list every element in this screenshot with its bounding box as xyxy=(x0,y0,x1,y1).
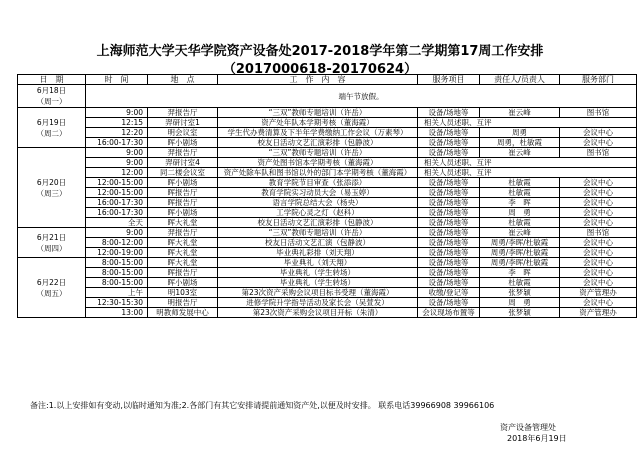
service-cell: 设备/场地等 xyxy=(418,128,480,138)
person-cell: 张梦颖 xyxy=(480,308,560,318)
content-cell: 毕业典礼（学生转场） xyxy=(218,278,418,288)
weekday-label: （周四） xyxy=(36,243,67,253)
place-cell: 晖小剧场 xyxy=(148,138,218,148)
table-row xyxy=(18,218,637,228)
time-cell: 上午 xyxy=(86,288,148,298)
content-cell: 校友日活动文艺汇演彩排（包静波） xyxy=(218,138,418,148)
column-header: 服务项目 xyxy=(418,75,480,85)
service-cell: 设备/场地等 xyxy=(418,178,480,188)
note-cell: 相关人员述职、互评 xyxy=(418,158,637,168)
service-cell: 设备/场地等 xyxy=(418,218,480,228)
signer: 资产设备管理处 xyxy=(500,423,556,432)
place-cell: 明会议室 xyxy=(148,128,218,138)
time-cell: 16:00-17:30 xyxy=(86,138,148,148)
person-cell: 周勇/李晖/杜敏霞 xyxy=(480,238,560,248)
column-header: 日 期 xyxy=(18,75,86,85)
table-row xyxy=(18,258,637,268)
person-cell: 崔云峰 xyxy=(480,148,560,158)
weekday-label: （周五） xyxy=(36,288,67,298)
dept-cell: 资产管理办 xyxy=(560,288,637,298)
place-cell: 羿报告厅 xyxy=(148,228,218,238)
table-row xyxy=(18,128,637,138)
time-cell: 12:15 xyxy=(86,118,148,128)
dept-cell: 会议中心 xyxy=(560,218,637,228)
content-cell: 毕业典礼彩排（刘天翔） xyxy=(218,248,418,258)
dept-cell: 会议中心 xyxy=(560,268,637,278)
content-cell: 进修学院升学指导活动及家长会（吴萱发） xyxy=(218,298,418,308)
page-subtitle-date-range: （2017000618-20170624） xyxy=(222,62,418,77)
time-cell: 9:00 xyxy=(86,148,148,158)
table-row xyxy=(18,278,637,288)
dept-cell: 图书馆 xyxy=(560,228,637,238)
content-cell: “三双”教师专题培训（许岳） xyxy=(218,108,418,118)
page-title: 上海师范大学天华学院资产设备处2017-2018学年第二学期第17周工作安排 xyxy=(96,44,544,59)
time-cell: 12:30-15:30 xyxy=(86,298,148,308)
place-cell: 晖大礼堂 xyxy=(148,248,218,258)
place-cell: 晖报告厅 xyxy=(148,198,218,208)
service-cell: 设备/场地等 xyxy=(418,138,480,148)
column-header: 地 点 xyxy=(148,75,218,85)
date-cell xyxy=(18,258,86,318)
content-cell: 毕业典礼（刘天翔） xyxy=(218,258,418,268)
dept-cell: 会议中心 xyxy=(560,188,637,198)
time-cell: 16:00-17:30 xyxy=(86,198,148,208)
person-cell: 周 勇 xyxy=(480,208,560,218)
place-cell: 同二楼会议室 xyxy=(148,168,218,178)
dept-cell: 资产管理办 xyxy=(560,308,637,318)
person-cell: 周 勇 xyxy=(480,298,560,308)
dept-cell: 图书馆 xyxy=(560,108,637,118)
person-cell: 李 晖 xyxy=(480,268,560,278)
table-row xyxy=(18,288,637,298)
table-row xyxy=(18,248,637,258)
service-cell: 设备/场地等 xyxy=(418,108,480,118)
content-cell: “三双”教师专题培训（许岳） xyxy=(218,228,418,238)
content-cell: “三双”教师专题培训（许岳） xyxy=(218,148,418,158)
dept-cell: 会议中心 xyxy=(560,278,637,288)
place-cell: 晖大礼堂 xyxy=(148,238,218,248)
service-cell: 设备/场地等 xyxy=(418,268,480,278)
service-cell: 设备/场地等 xyxy=(418,228,480,238)
date-label: 6月20日 xyxy=(36,177,67,187)
time-cell: 9:00 xyxy=(86,158,148,168)
table-row xyxy=(18,298,637,308)
place-cell: 羿报告厅 xyxy=(148,148,218,158)
time-cell: 8:00-15:00 xyxy=(86,258,148,268)
service-cell: 设备/场地等 xyxy=(418,238,480,248)
place-cell: 晖大礼堂 xyxy=(148,218,218,228)
person-cell: 杜敏霞 xyxy=(480,218,560,228)
place-cell: 晖报告厅 xyxy=(148,268,218,278)
content-cell: 校友日活动文艺汇演（包静波） xyxy=(218,238,418,248)
time-cell: 12:00-15:00 xyxy=(86,178,148,188)
footnote: 备注:1.以上安排如有变动,以临时通知为准;2.各部门有其它安排请提前通知资产处,以便及时安排。 联系电话39966908 39966106 xyxy=(30,401,495,410)
time-cell: 13:00 xyxy=(86,308,148,318)
column-header: 工 作 内 容 xyxy=(218,75,418,85)
dept-cell: 会议中心 xyxy=(560,178,637,188)
person-cell: 周勇/李晖/杜敏霞 xyxy=(480,258,560,268)
date-label: 6月18日 xyxy=(36,86,67,95)
place-cell: 明教师发展中心 xyxy=(148,308,218,318)
content-cell: 学生代办费清算及下半年学费缴纳工作会议（万素琴） xyxy=(218,128,418,138)
date-cell xyxy=(18,108,86,148)
place-cell: 晖小剧场 xyxy=(148,208,218,218)
person-cell: 周勇 xyxy=(480,128,560,138)
table-row xyxy=(18,238,637,248)
content-cell: 资产处除车队和图书馆以外的部门本学期考核（董海霞） xyxy=(218,168,418,178)
content-cell: 第23次资产采购会议项目标书受理（董海霞） xyxy=(218,288,418,298)
place-cell: 明103室 xyxy=(148,288,218,298)
person-cell: 张梦颖 xyxy=(480,288,560,298)
table-row xyxy=(18,118,637,128)
person-cell: 杜敏霞 xyxy=(480,188,560,198)
content-cell: 第23次资产采购会议项目开标（朱清） xyxy=(218,308,418,318)
sign-date: 2018年6月19日 xyxy=(507,434,567,443)
place-cell: 明报告厅 xyxy=(148,298,218,308)
service-cell: 会议现场布置等 xyxy=(418,308,480,318)
weekday-label: （周三） xyxy=(36,188,67,198)
date-cell xyxy=(18,148,86,228)
column-header: 责任人/员责人 xyxy=(480,75,560,85)
schedule-table xyxy=(17,74,637,318)
table-row xyxy=(18,308,637,318)
time-cell: 12:20 xyxy=(86,128,148,138)
dept-cell: 会议中心 xyxy=(560,238,637,248)
content-cell: 语言学院总结大会（杨央） xyxy=(218,198,418,208)
table-row xyxy=(18,148,637,158)
place-cell: 晖小剧场 xyxy=(148,278,218,288)
table-row xyxy=(18,108,637,118)
time-cell: 8:00-15:00 xyxy=(86,268,148,278)
dept-cell: 会议中心 xyxy=(560,138,637,148)
note-cell: 相关人员述职、互评 xyxy=(418,118,637,128)
table-row xyxy=(18,208,637,218)
dept-cell: 会议中心 xyxy=(560,128,637,138)
table-row xyxy=(18,268,637,278)
table-header-row xyxy=(18,75,637,85)
time-cell: 16:00-17:30 xyxy=(86,208,148,218)
time-cell: 9:00 xyxy=(86,108,148,118)
table-row xyxy=(18,178,637,188)
service-cell: 设备/场地等 xyxy=(418,188,480,198)
content-cell: 校友日活动文艺汇演彩排（包静波） xyxy=(218,218,418,228)
time-cell: 全天 xyxy=(86,218,148,228)
column-header: 时 间 xyxy=(86,75,148,85)
holiday-cell: 端午节放假。 xyxy=(86,85,637,108)
service-cell: 设备/场地等 xyxy=(418,208,480,218)
date-label: 6月19日 xyxy=(36,117,67,127)
content-cell: 教育学院节目审查（张添添） xyxy=(218,178,418,188)
date-cell xyxy=(18,228,86,258)
person-cell: 崔云峰 xyxy=(480,108,560,118)
table-row xyxy=(18,188,637,198)
date-cell xyxy=(18,85,86,108)
date-label: 6月21日 xyxy=(36,232,67,242)
time-cell: 8:00-12:00 xyxy=(86,238,148,248)
person-cell: 周勇/李晖/杜敏霞 xyxy=(480,248,560,258)
dept-cell: 会议中心 xyxy=(560,198,637,208)
service-cell: 设备/场地等 xyxy=(418,198,480,208)
weekday-label: （周一） xyxy=(36,97,67,106)
service-cell: 设备/场地等 xyxy=(418,148,480,158)
time-cell: 12:00 xyxy=(86,168,148,178)
time-cell: 12:00-19:00 xyxy=(86,248,148,258)
person-cell: 周勇，杜敏霞 xyxy=(480,138,560,148)
dept-cell: 会议中心 xyxy=(560,298,637,308)
table-row xyxy=(18,198,637,208)
service-cell: 设备/场地等 xyxy=(418,258,480,268)
table-row xyxy=(18,138,637,148)
service-cell: 收缴/登记等 xyxy=(418,288,480,298)
dept-cell: 会议中心 xyxy=(560,258,637,268)
person-cell: 杜敏霞 xyxy=(480,178,560,188)
service-cell: 设备/场地等 xyxy=(418,248,480,258)
person-cell: 崔云峰 xyxy=(480,228,560,238)
table-row xyxy=(18,168,637,178)
service-cell: 设备/场地等 xyxy=(418,298,480,308)
table-row xyxy=(18,158,637,168)
service-cell: 设备/场地等 xyxy=(418,278,480,288)
table-row xyxy=(18,85,637,108)
place-cell: 羿研讨室4 xyxy=(148,158,218,168)
dept-cell: 会议中心 xyxy=(560,208,637,218)
table-row xyxy=(18,228,637,238)
time-cell: 12:00-15:00 xyxy=(86,188,148,198)
person-cell: 杜敏霞 xyxy=(480,278,560,288)
place-cell: 晖报告厅 xyxy=(148,188,218,198)
time-cell: 9:00 xyxy=(86,228,148,238)
place-cell: 羿研讨室1 xyxy=(148,118,218,128)
content-cell: 工学院心灵之灯（赵科） xyxy=(218,208,418,218)
content-cell: 资产处年队本学期考核（董海霞） xyxy=(218,118,418,128)
dept-cell: 图书馆 xyxy=(560,148,637,158)
place-cell: 晖大礼堂 xyxy=(148,258,218,268)
weekday-label: （周二） xyxy=(36,128,67,138)
column-header: 服务部门 xyxy=(560,75,637,85)
date-label: 6月22日 xyxy=(36,277,67,287)
place-cell: 羿报告厅 xyxy=(148,108,218,118)
place-cell: 晖小剧场 xyxy=(148,178,218,188)
dept-cell: 会议中心 xyxy=(560,248,637,258)
time-cell: 8:00-15:00 xyxy=(86,278,148,288)
note-cell: 相关人员述职、互评 xyxy=(418,168,637,178)
content-cell: 毕业典礼（学生转场） xyxy=(218,268,418,278)
content-cell: 教育学院实习动员大会（易玉婷） xyxy=(218,188,418,198)
person-cell: 李 晖 xyxy=(480,198,560,208)
content-cell: 资产处图书馆本学期考核（董海霞） xyxy=(218,158,418,168)
